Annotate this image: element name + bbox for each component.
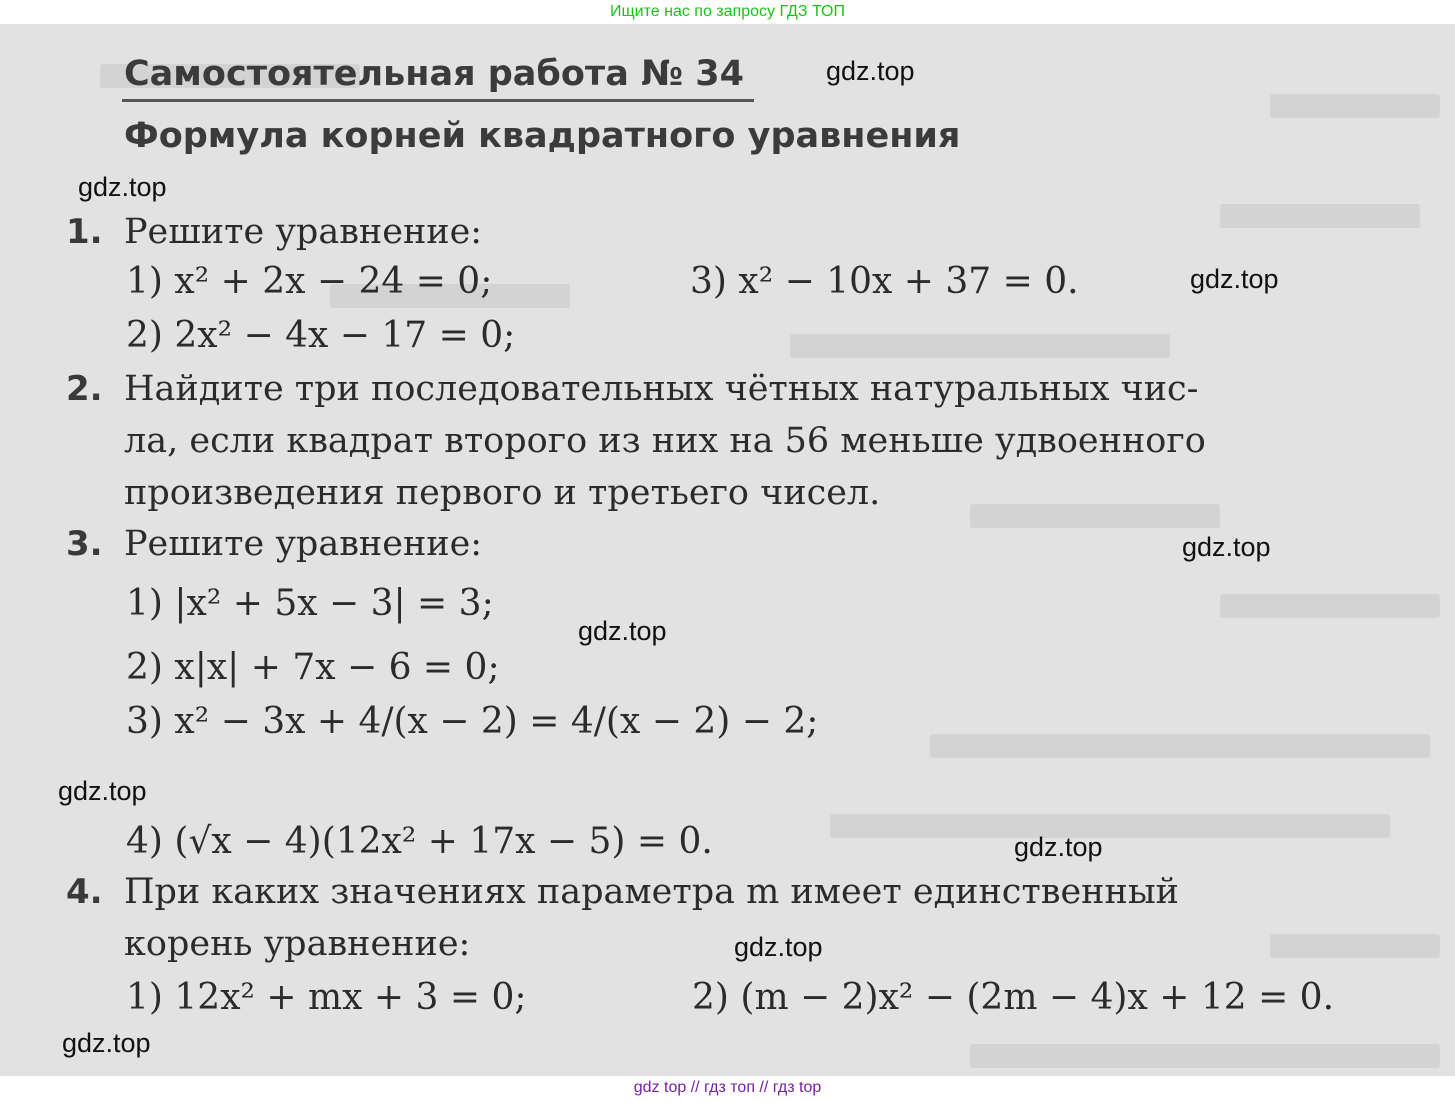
task-4-number: 4. <box>66 872 103 912</box>
task-2-number: 2. <box>66 369 103 409</box>
page-subtitle: Формула корней квадратного уравнения <box>124 116 961 156</box>
task-3-item-2 <box>126 646 500 690</box>
watermark-text: gdz.top <box>1182 532 1271 562</box>
task-3-item-1 <box>126 582 494 626</box>
equation: x² + 2x − 24 = 0; <box>174 261 493 302</box>
item-label: 3) <box>126 701 163 742</box>
item-label: 4) <box>126 821 163 862</box>
task-1-text: Решите уравнение: <box>124 212 483 252</box>
top-banner[interactable]: Ищите нас по запросу ГДЗ ТОП <box>610 3 845 20</box>
equation: |x² + 5x − 3| = 3; <box>174 583 494 624</box>
task-4-item-2 <box>692 976 1334 1020</box>
task-1-number: 1. <box>66 212 103 252</box>
task-1-item-1 <box>126 260 492 304</box>
equation: (m − 2)x² − (2m − 4)x + 12 = 0. <box>740 977 1335 1018</box>
task-4-line-1: При каких значениях параметра m имеет единственный <box>124 872 1180 912</box>
equation: x² − 10x + 37 = 0. <box>738 261 1079 302</box>
textbook-page <box>0 24 1455 1076</box>
bottom-link-bar[interactable]: gdz top // гдз топ // гдз top <box>633 1079 822 1096</box>
item-label: 2) <box>692 977 729 1018</box>
task-2-line-3: произведения первого и третьего чисел. <box>124 473 881 513</box>
task-2-line-1: Найдите три последовательных чётных натуральных чис- <box>124 369 1199 409</box>
item-label: 2) <box>126 647 163 688</box>
watermark-text: gdz.top <box>78 172 167 202</box>
watermark-text: gdz.top <box>62 1028 151 1058</box>
watermark-text: gdz.top <box>1014 832 1103 862</box>
task-4-line-2: корень уравнение: <box>124 924 471 964</box>
item-label: 3) <box>690 261 727 302</box>
title-underline <box>122 99 754 102</box>
item-label: 1) <box>126 977 163 1018</box>
equation: (√x − 4)(12x² + 17x − 5) = 0. <box>174 821 713 862</box>
task-3-number: 3. <box>66 524 103 564</box>
task-1-item-2 <box>126 314 515 358</box>
task-3-item-3 <box>126 700 818 744</box>
watermark-text: gdz.top <box>826 56 915 86</box>
watermark-text: gdz.top <box>1190 264 1279 294</box>
equation: x² − 3x + 4/(x − 2) = 4/(x − 2) − 2; <box>174 701 819 742</box>
equation: 2x² − 4x − 17 = 0; <box>174 315 516 356</box>
task-1-item-3 <box>690 260 1079 304</box>
watermark-text: gdz.top <box>58 776 147 806</box>
equation: 12x² + mx + 3 = 0; <box>174 977 527 1018</box>
page-title: Самостоятельная работа № 34 <box>124 54 745 94</box>
watermark-text: gdz.top <box>578 616 667 646</box>
item-label: 1) <box>126 583 163 624</box>
task-3-text: Решите уравнение: <box>124 524 483 564</box>
watermark-text: gdz.top <box>734 932 823 962</box>
task-2-line-2: ла, если квадрат второго из них на 56 меньше удвоенного <box>124 421 1206 461</box>
task-4-item-1 <box>126 976 526 1020</box>
item-label: 1) <box>126 261 163 302</box>
item-label: 2) <box>126 315 163 356</box>
task-3-item-4 <box>126 820 713 864</box>
equation: x|x| + 7x − 6 = 0; <box>174 647 500 688</box>
